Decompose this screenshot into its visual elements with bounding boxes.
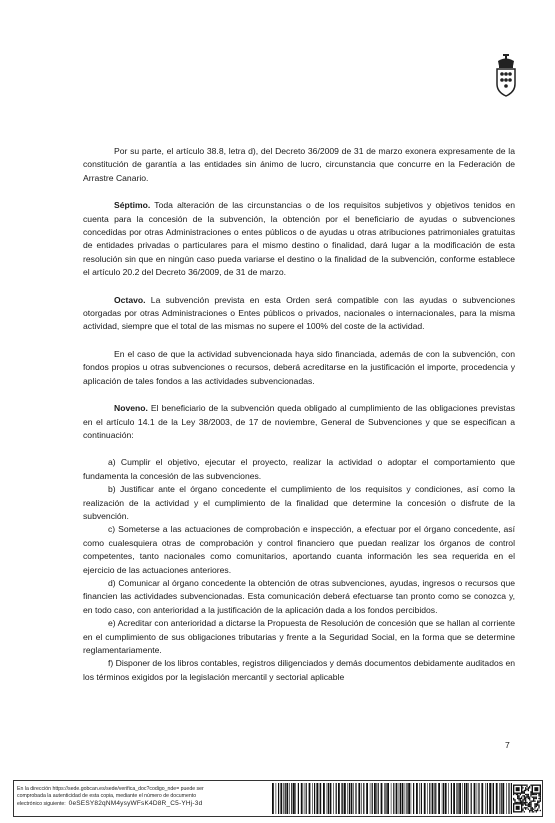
paragraph-noveno-text: El beneficiario de la subvención queda obligado al cumplimiento de las obligaciones previstas en el artículo 14.1 de la Ley 38/2003, de 17 de noviembre, General de Subvenciones y que se especifican a continuación:	[83, 403, 515, 440]
qr-code-icon	[513, 784, 541, 813]
list-item-d: d) Comunicar al órgano concedente la obtención de otras subvenciones, ayudas, ingresos o recursos que financien las actividades subvencionadas. Esta comunicación deberá efectuarse tan pronto como se conozca y, en todo caso, con anterioridad a la justificación de la aplicación dada a los fondos percibidos.	[83, 577, 515, 615]
list-item-e: e) Acreditar con anterioridad a dictarse la Propuesta de Resolución de concesión que se hallan al corriente en el cumplimiento de sus obligaciones tributarias y frente a la Seguridad Social, en la forma que se determine reglamentariamente.	[83, 618, 515, 655]
paragraph-septimo-text: Toda alteración de las circunstancias o de los requisitos subjetivos y objetivos tenidos en cuenta para la concesión de la subvención, la obtención por el beneficiario de ayudas o subvenciones concedidas por otras Administraciones o entes públicos o de ayudas u otras atribuciones patrimoniales gratuitas de entidades privadas o particulares para el mismo destino o finalidad, dará lugar a la modificación de esta resolución sin que en ningún caso pueda variarse el destino o la finalidad de la subvención, conforme establece el artículo 20.2 del Decreto 36/2009, de 31 de marzo.	[83, 200, 515, 278]
section-heading-octavo: Octavo.	[114, 294, 146, 305]
section-heading-septimo: Séptimo.	[114, 200, 151, 211]
list-item-a: a) Cumplir el objetivo, ejecutar el proyecto, realizar la actividad o adoptar el comportamiento que fundamenta la concesión de las subvenciones.	[83, 457, 515, 481]
canary-islands-coat-of-arms-icon	[494, 54, 518, 98]
paragraph-octavo	[83, 294, 515, 334]
verification-footer	[13, 780, 543, 817]
paragraph-guarantee: Por su parte, el artículo 38.8, letra d), del Decreto 36/2009 de 31 de marzo exonera expresamente de la constitución de garantía a las entidades sin ánimo de lucro, circunstancia que concurre en la Federación de Arrastre Canario.	[83, 146, 515, 183]
list-item-f: f) Disponer de los libros contables, registros diligenciados y demás documentos debidamente auditados en los términos exigidos por la legislación mercantil y sectorial aplicable	[83, 658, 516, 682]
paragraph-octavo-text: La subvención prevista en esta Orden será compatible con las ayudas o subvenciones otorgadas por otras Administraciones o Entes públicos o privados, nacionales o internacionales, para la misma actividad, siempre que el total de las mismas no supere el 100% del coste de la actividad.	[83, 294, 515, 332]
verification-line-1: En la dirección https://sede.gobcan.es/sede/verifica_doc?codigo_nde= puede ser	[17, 786, 204, 792]
list-item-c: c) Someterse a las actuaciones de comprobación e inspección, a efectuar por el órgano concedente, así como cualesquiera otras de comprobación y control financiero que puedan realizar los órganos de control competentes, tanto nacionales como comunitarios, aportando cuanta información les sea requerida en el ejercicio de las actuaciones anteriores.	[83, 524, 515, 575]
page-number: 7	[505, 740, 510, 750]
paragraph-financing: En el caso de que la actividad subvencionada haya sido financiada, además de con la subvención, con fondos propios u otras subvenciones o recursos, deberá acreditarse en la justificación el importe, procedencia y aplicación de tales fondos a las actividades subvencionadas.	[83, 348, 515, 386]
section-heading-noveno: Noveno.	[114, 403, 148, 414]
document-body	[83, 145, 515, 684]
verification-line-2: comprobada la autenticidad de esta copia, mediante el número de documento	[17, 793, 197, 799]
paragraph-septimo	[83, 199, 515, 279]
list-item-b: b) Justificar ante el órgano concedente el cumplimiento de los requisitos y condiciones, así como la realización de la actividad y el cumplimiento de la finalidad que determine la concesión o disfrute de la subvención.	[83, 484, 515, 521]
verification-text	[17, 786, 257, 808]
paragraph-noveno	[83, 402, 515, 442]
verification-line-3: electrónico siguiente: 0eSESY82qNM4ysyWFsK4D8R_C5-YHj-3d	[17, 800, 203, 807]
verification-code: 0eSESY82qNM4ysyWFsK4D8R_C5-YHj-3d	[68, 800, 203, 807]
barcode-icon	[272, 783, 512, 814]
